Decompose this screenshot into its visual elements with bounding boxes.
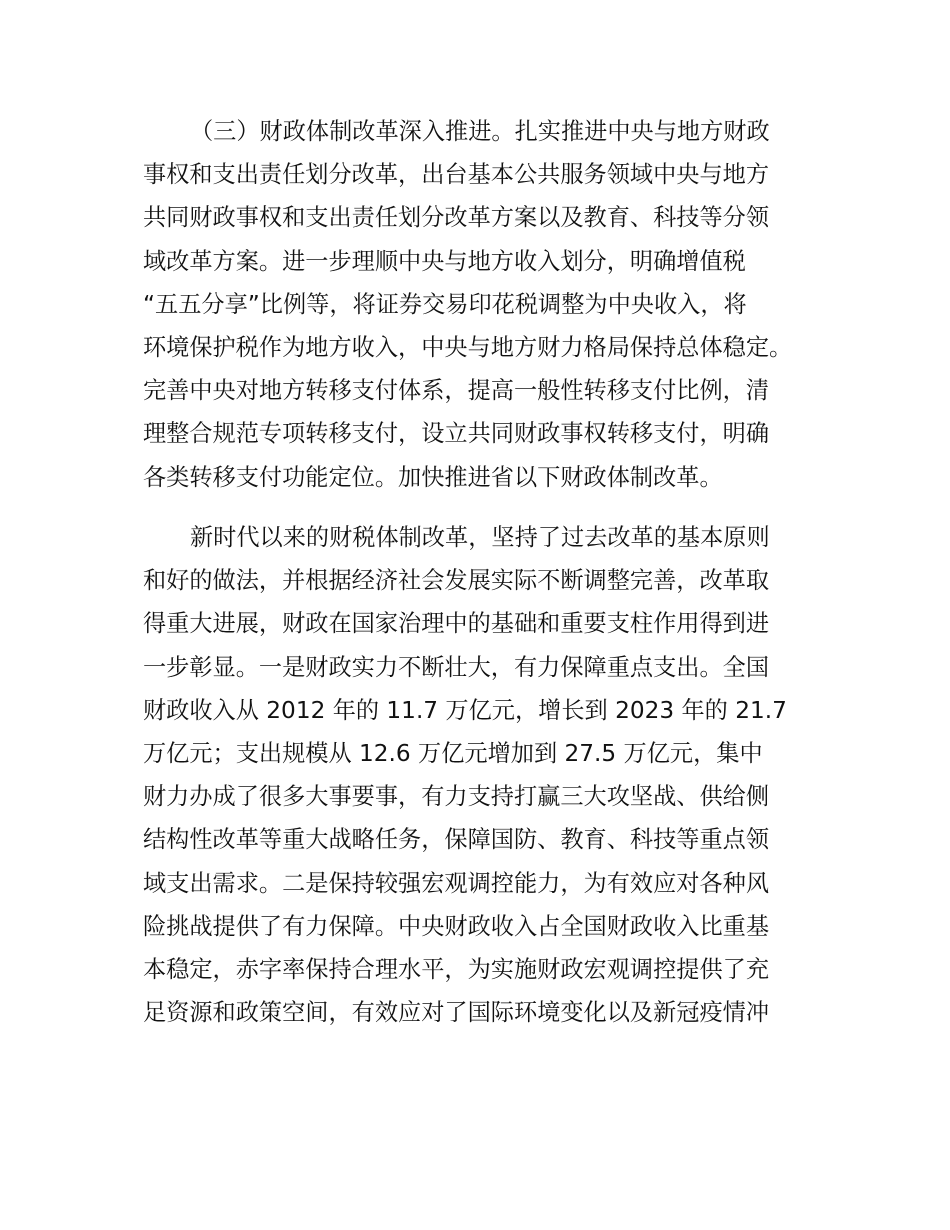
text-line: 本稳定，赤字率保持合理水平，为实施财政宏观调控提供了充 bbox=[143, 955, 770, 983]
text-line: 域支出需求。二是保持较强宏观调控能力，为有效应对各种风 bbox=[143, 869, 770, 897]
text-line: 环境保护税作为地方收入，中央与地方财力格局保持总体稳定。 bbox=[143, 333, 793, 361]
text-line: 共同财政事权和支出责任划分改革方案以及教育、科技等分领 bbox=[143, 204, 770, 232]
text-line: 财政收入从 2012 年的 11.7 万亿元，增长到 2023 年的 21.7 bbox=[143, 696, 787, 724]
text-line: 险挑战提供了有力保障。中央财政收入占全国财政收入比重基 bbox=[143, 912, 770, 940]
text-line: 得重大进展，财政在国家治理中的基础和重要支柱作用得到进 bbox=[143, 610, 770, 638]
text-line: 各类转移支付功能定位。加快推进省以下财政体制改革。 bbox=[143, 463, 723, 491]
paragraph-new-era-reform-results bbox=[143, 516, 863, 1034]
text-line: 域改革方案。进一步理顺中央与地方收入划分，明确增值税 bbox=[143, 247, 746, 275]
text-line: （三）财政体制改革深入推进。扎实推进中央与地方财政 bbox=[190, 118, 770, 145]
text-line: 一步彰显。一是财政实力不断壮大，有力保障重点支出。全国 bbox=[143, 653, 770, 681]
text-line: 和好的做法，并根据经济社会发展实际不断调整完善，改革取 bbox=[143, 567, 770, 595]
text-line: 理整合规范专项转移支付，设立共同财政事权转移支付，明确 bbox=[143, 420, 770, 448]
text-line: 足资源和政策空间，有效应对了国际环境变化以及新冠疫情冲 bbox=[143, 999, 770, 1027]
text-line: 结构性改革等重大战略任务，保障国防、教育、科技等重点领 bbox=[143, 826, 770, 854]
paragraph-fiscal-system-reform bbox=[143, 110, 863, 499]
text-line: 完善中央对地方转移支付体系，提高一般性转移支付比例，清 bbox=[143, 377, 770, 405]
text-line: 财力办成了很多大事要事，有力支持打赢三大攻坚战、供给侧 bbox=[143, 783, 770, 811]
text-line: 新时代以来的财税体制改革，坚持了过去改革的基本原则 bbox=[190, 524, 770, 551]
text-line: 万亿元；支出规模从 12.6 万亿元增加到 27.5 万亿元，集中 bbox=[143, 739, 763, 767]
text-line: “五五分享”比例等，将证券交易印花税调整为中央收入，将 bbox=[143, 290, 747, 318]
text-line: 事权和支出责任划分改革，出台基本公共服务领域中央与地方 bbox=[143, 161, 770, 189]
